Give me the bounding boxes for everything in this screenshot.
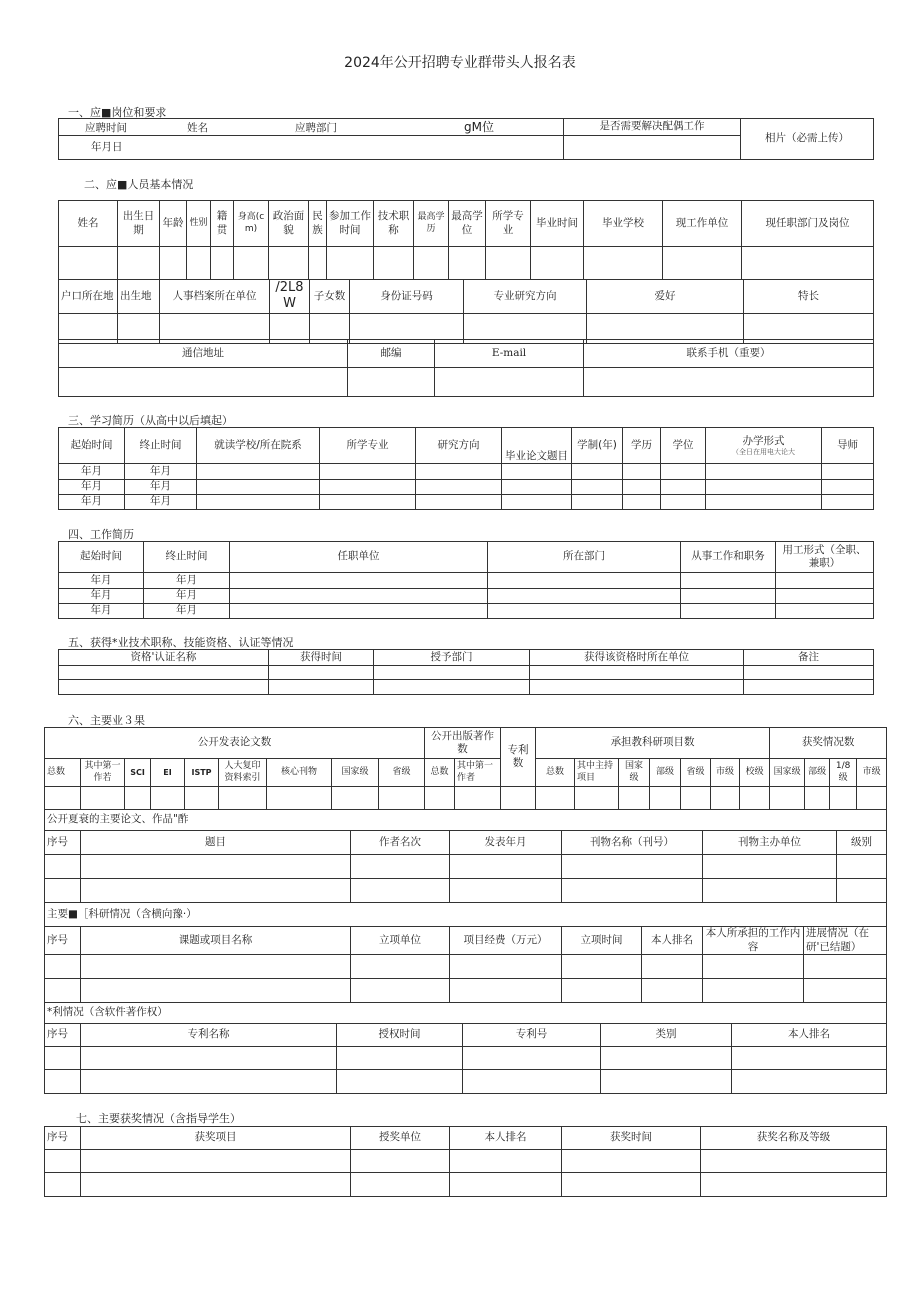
hdr-grad-time: 毕业时间 — [531, 201, 584, 247]
patent-hdr-number: 专利号 — [463, 1024, 601, 1047]
work-hdr-dept: 所在部门 — [488, 542, 681, 573]
sub-proj-ministry: 部级 — [650, 759, 681, 787]
table-row: 年月 年月 — [59, 589, 874, 604]
table-row — [45, 855, 887, 879]
section-2-heading: 二、应■人员基本情况 — [84, 178, 194, 191]
section-4-heading: 四、工作简历 — [68, 528, 134, 541]
papers-hdr-date: 发表年月 — [450, 831, 562, 855]
research-hdr-role: 本人所承担的工作内容 — [703, 927, 804, 955]
table-row: 年月 年月 — [59, 480, 874, 495]
table-row — [59, 666, 874, 680]
sub-projects-lead: 其中主持项目 — [575, 759, 619, 787]
sub-istp: ISTP — [185, 759, 219, 787]
edu-hdr-degree: 学位 — [661, 428, 706, 464]
hdr-birthplace: 出生地 — [118, 280, 160, 314]
patent-hdr-rank: 本人排名 — [732, 1024, 887, 1047]
papers-hdr-title: 题目 — [81, 831, 351, 855]
hdr-major: 所学专业 — [486, 201, 531, 247]
spouse-job-label: 是否需要解决配偶工作 — [564, 119, 741, 136]
table-row — [45, 1070, 887, 1094]
sub-award-provincial: 1/8级 — [830, 759, 857, 787]
sub-proj-provincial: 省级 — [681, 759, 711, 787]
hdr-mobile: 联系手机（重要） — [584, 340, 874, 368]
awards-hdr-issuer: 授奖单位 — [351, 1127, 450, 1150]
awards-hdr-no: 序号 — [45, 1127, 81, 1150]
patent-table — [44, 1002, 887, 1094]
section-7-heading: 七、主要获奖情况（含指导学生） — [76, 1112, 241, 1125]
sub-proj-city: 市级 — [711, 759, 740, 787]
patent-hdr-type: 类别 — [601, 1024, 732, 1047]
sub-books-total: 总数 — [425, 759, 455, 787]
sub-proj-national: 国家级 — [619, 759, 650, 787]
table-row — [45, 879, 887, 903]
table-row: 年月 年月 — [59, 573, 874, 589]
qual-hdr-remark: 备注 — [744, 650, 874, 666]
edu-hdr-form — [706, 428, 822, 464]
table-row: 年月 年月 — [59, 495, 874, 510]
awards-hdr-level: 获奖名称及等级 — [701, 1127, 887, 1150]
edu-hdr-start: 起始时间 — [59, 428, 125, 464]
sub-books-first: 其中第一作者 — [455, 759, 501, 787]
patent-hdr-grant-time: 授权时间 — [337, 1024, 463, 1047]
papers-hdr-no: 序号 — [45, 831, 81, 855]
papers-count-group: 公开发表论文数 — [45, 728, 425, 759]
papers-hdr-author-rank: 作者名次 — [351, 831, 450, 855]
edu-hdr-school: 就读学校/所在院系 — [197, 428, 320, 464]
awards-table — [44, 1126, 887, 1197]
papers-hdr-level: 级别 — [837, 831, 887, 855]
sub-projects-total: 总数 — [536, 759, 575, 787]
table-row — [59, 680, 874, 695]
sub-renda: 人大复印资料索引 — [219, 759, 267, 787]
research-hdr-funding: 项目经费（万元） — [450, 927, 562, 955]
page-title: 2024年公开招聘专业群带头人报名表 — [344, 55, 576, 71]
hdr-age: 年龄 — [160, 201, 187, 247]
hdr-birth-date: 出生日期 — [118, 201, 160, 247]
edu-hdr-education: 学历 — [623, 428, 661, 464]
table-row — [45, 1047, 887, 1070]
research-hdr-rank: 本人排名 — [642, 927, 703, 955]
papers-table — [44, 809, 887, 903]
position-table — [58, 118, 874, 160]
sub-proj-school: 校级 — [740, 759, 770, 787]
hdr-research-direction: 专业研究方向 — [464, 280, 587, 314]
research-hdr-start: 立项时间 — [562, 927, 642, 955]
hdr-title: 技术职称 — [374, 201, 414, 247]
apply-time-label: 应聘时间 — [85, 122, 127, 134]
patent-hdr-name: 专利名称 — [81, 1024, 337, 1047]
research-hdr-unit: 立项单位 — [351, 927, 450, 955]
patent-hdr-no: 序号 — [45, 1024, 81, 1047]
hdr-hukou: 户口所在地 — [59, 280, 118, 314]
hdr-height: 身高(cm) — [234, 201, 269, 247]
table-row — [45, 955, 887, 979]
qualification-table — [58, 649, 874, 695]
hdr-marital-status: /2L8W — [270, 280, 310, 314]
qual-hdr-issuer: 授予部门 — [374, 650, 530, 666]
sub-papers-first: 其中第一作若 — [81, 759, 125, 787]
achievement-summary-table — [44, 727, 887, 810]
work-hdr-end: 终止时间 — [144, 542, 230, 573]
spouse-job-value[interactable] — [564, 136, 741, 160]
hdr-degree: 最高学位 — [449, 201, 486, 247]
research-section-title: 主要■［科研情况（含横向豫·） — [45, 903, 887, 927]
sub-core: 核心刊物 — [267, 759, 332, 787]
sub-paper-national: 国家级 — [332, 759, 379, 787]
hdr-children: 子女数 — [310, 280, 350, 314]
apply-dept-label: 应聘部门 — [295, 122, 337, 134]
qual-hdr-unit: 获得该资格时所在单位 — [530, 650, 744, 666]
hdr-current-post: 现任职部门及岗位 — [742, 201, 874, 247]
sub-award-national: 国家级 — [770, 759, 805, 787]
section-5-heading: 五、获得*业技术职称、技能资格、认证等情况 — [68, 636, 294, 649]
section-3-heading: 三、学习简历（从高中以后填起） — [68, 414, 233, 427]
books-count-group: 公开出版著作数 — [425, 728, 501, 759]
patent-section-title: *利情况（含软件著作权） — [45, 1003, 887, 1024]
hdr-native-place: 籍贯 — [211, 201, 234, 247]
education-table — [58, 427, 874, 510]
sub-papers-total: 总数 — [45, 759, 81, 787]
basic-info-table-b — [58, 279, 874, 344]
hdr-name: 姓名 — [59, 201, 118, 247]
sub-award-ministry: 部级 — [805, 759, 830, 787]
work-hdr-job: 从事工作和职务 — [681, 542, 776, 573]
papers-section-title: 公开夏衰的主要论文、作品"酢 — [45, 810, 887, 831]
research-table — [44, 902, 887, 1003]
edu-hdr-duration: 学制(年) — [572, 428, 623, 464]
hdr-grad-school: 毕业学校 — [584, 201, 663, 247]
apply-post-label: gM位 — [464, 120, 494, 134]
edu-hdr-thesis: 毕业论文题目 — [502, 428, 572, 464]
work-hdr-employer: 任职单位 — [230, 542, 488, 573]
hdr-hobby: 爱好 — [587, 280, 744, 314]
awards-hdr-time: 获奖时间 — [562, 1127, 701, 1150]
research-hdr-no: 序号 — [45, 927, 81, 955]
edu-hdr-advisor: 导师 — [822, 428, 874, 464]
table-row: 年月 年月 — [59, 464, 874, 480]
edu-hdr-research: 研究方向 — [416, 428, 502, 464]
awards-count-group: 获奖情况数 — [770, 728, 887, 759]
awards-hdr-project: 获奖项目 — [81, 1127, 351, 1150]
contact-table — [58, 339, 874, 397]
hdr-archive-unit: 人事档案所在单位 — [160, 280, 270, 314]
hdr-education: 最高学历 — [414, 201, 449, 247]
sub-paper-provincial: 省级 — [379, 759, 425, 787]
hdr-work-start: 参加工作时间 — [327, 201, 374, 247]
edu-hdr-end: 终止时间 — [125, 428, 197, 464]
patent-count-group: 专利数 — [501, 728, 536, 787]
photo-label: 相片（必需上传） — [741, 119, 874, 160]
name-label: 姓名 — [187, 122, 208, 134]
qual-hdr-time: 获得时间 — [269, 650, 374, 666]
sub-award-city: 市级 — [857, 759, 887, 787]
sub-sci: SCI — [125, 759, 151, 787]
hdr-specialty: 特长 — [744, 280, 874, 314]
work-hdr-start: 起始时间 — [59, 542, 144, 573]
work-hdr-employment-form: 用工形式（全职、兼职） — [776, 542, 874, 573]
table-row — [45, 1150, 887, 1173]
sub-ei: EI — [151, 759, 185, 787]
projects-count-group: 承担教科研项目数 — [536, 728, 770, 759]
edu-hdr-major: 所学专业 — [320, 428, 416, 464]
hdr-id-number: 身份证号码 — [350, 280, 464, 314]
qual-hdr-name: 资格'认证名称 — [59, 650, 269, 666]
table-row — [45, 1173, 887, 1197]
hdr-political-status: 政治面貌 — [269, 201, 309, 247]
edu-hdr-form-label: 办学形式 — [742, 434, 785, 447]
awards-hdr-rank: 本人排名 — [450, 1127, 562, 1150]
hdr-postcode: 邮编 — [348, 340, 435, 368]
hdr-email: E-mail — [435, 340, 584, 368]
hdr-gender: 性别 — [187, 201, 211, 247]
research-hdr-project: 课题或项目名称 — [81, 927, 351, 955]
research-hdr-progress: 进展情况（在研'已结题） — [804, 927, 887, 955]
apply-date-value: 年月日 — [59, 136, 564, 160]
hdr-ethnicity: 民族 — [309, 201, 327, 247]
table-row — [45, 979, 887, 1003]
papers-hdr-journal: 刊物名称（刊号） — [562, 831, 703, 855]
basic-info-table-a — [58, 200, 874, 280]
section-1-heading: 一、应■岗位和要求 — [68, 106, 167, 119]
work-table — [58, 541, 874, 619]
table-row: 年月 年月 — [59, 604, 874, 619]
hdr-employer: 现工作单位 — [663, 201, 742, 247]
edu-hdr-form-note: （全日在用电大论大 — [732, 447, 795, 456]
section-6-heading: 六、主要业３果 — [68, 714, 145, 727]
hdr-address: 通信地址 — [59, 340, 348, 368]
papers-hdr-publisher: 刊物主办单位 — [703, 831, 837, 855]
